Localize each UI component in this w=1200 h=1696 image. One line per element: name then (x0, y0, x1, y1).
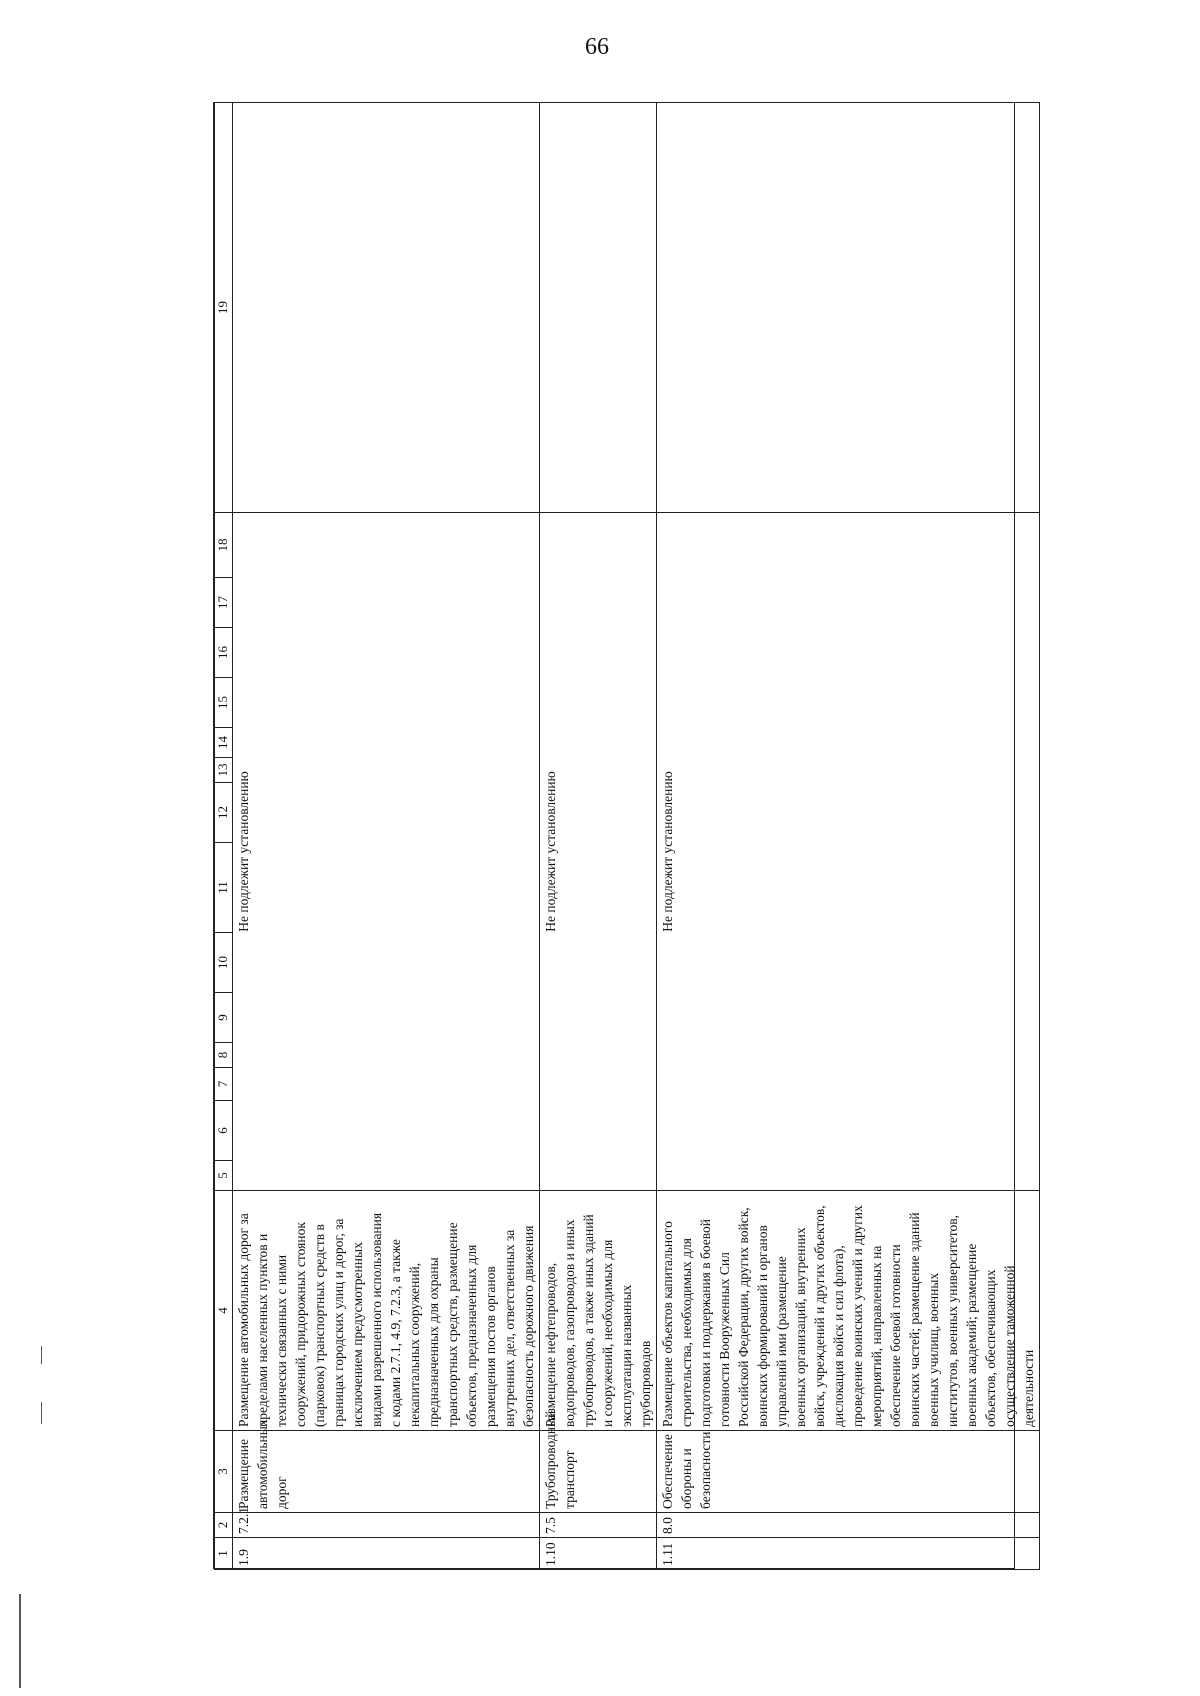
rotated-content (214, 103, 1036, 1570)
col-header-11: 11 (215, 843, 233, 933)
col-header-6: 6 (215, 1101, 233, 1161)
use-name: Трубопроводный транспорт (540, 1431, 657, 1513)
not-applicable-note: Не подлежит установлению (233, 513, 540, 1191)
rotated-table-frame (213, 102, 1036, 1569)
col-header-16: 16 (215, 628, 233, 678)
page-number: 66 (585, 34, 609, 60)
use-code: 7.2.1 (233, 1513, 540, 1538)
not-applicable-note: Не подлежит установлению (657, 513, 1040, 1191)
col-header-18: 18 (215, 513, 233, 578)
empty-cell-19 (233, 103, 540, 513)
col-header-10: 10 (215, 933, 233, 993)
col-header-8: 8 (215, 1043, 233, 1068)
col-header-14: 14 (215, 728, 233, 758)
row-number: 1.10 (540, 1538, 657, 1570)
table-row (540, 103, 657, 1570)
scan-mark-top (41, 1346, 42, 1364)
col-header-17: 17 (215, 578, 233, 628)
col-header-5: 5 (215, 1161, 233, 1191)
row-number: 1.9 (233, 1538, 540, 1570)
column-number-row (215, 103, 233, 1570)
empty-cell-19 (540, 103, 657, 513)
table-row (233, 103, 540, 1570)
col-header-15: 15 (215, 678, 233, 728)
scan-mark-bottom (19, 1594, 21, 1688)
table-row (657, 103, 1040, 1570)
col-header-13: 13 (215, 758, 233, 783)
use-name: Обеспечение обороны и безопасности (657, 1431, 1040, 1513)
empty-cell-19 (657, 103, 1040, 513)
use-description: Размещение автомобильных дорог за пределами населенных пунктов и технически связанных с ними сооружений, придорожных стоянок (парковок) транспортных средств в границах городских улиц и дорог, за исключением предусмотренных видами разрешенного использования с кодами 2.7.1, 4.9, 7.2.3, а также некапитальных сооружений, предназначенных для охраны транспортных средств, размещение объектов, предназначенных для размещения постов органов внутренних дел, ответственных за безопасность дорожного движения (233, 1191, 540, 1431)
use-code: 7.5 (540, 1513, 657, 1538)
use-name: Размещение автомобильных дорог (233, 1431, 540, 1513)
col-header-3: 3 (215, 1431, 233, 1513)
use-description: Размещение нефтепроводов, водопроводов, газопроводов и иных трубопроводов, а также иных зданий и сооружений, необходимых для эксплуатации названных трубопроводов (540, 1191, 657, 1431)
col-header-2: 2 (215, 1513, 233, 1538)
col-header-7: 7 (215, 1068, 233, 1101)
col-header-19: 19 (215, 103, 233, 513)
use-code: 8.0 (657, 1513, 1040, 1538)
use-description: Размещение объектов капитального строительства, необходимых для подготовки и поддержания в боевой готовности Вооруженных Сил Российской Федерации, других войск, воинских формирований и органов управлений ими (размещение военных организаций, внутренних войск, учреждений и других объектов, дислокация войск и сил флота), проведение воинских учений и других мероприятий, направленных на обеспечение боевой готовности воинских частей; размещение зданий военных училищ, военных институтов, военных университетов, военных академий; размещение объектов, обеспечивающих осуществление таможенной деятельности (657, 1191, 1040, 1431)
scan-mark-middle (41, 1402, 42, 1424)
col-header-12: 12 (215, 783, 233, 843)
land-use-table (214, 102, 1040, 1570)
col-header-1: 1 (215, 1538, 233, 1570)
col-header-9: 9 (215, 993, 233, 1043)
col-header-4: 4 (215, 1191, 233, 1431)
not-applicable-note: Не подлежит установлению (540, 513, 657, 1191)
row-number: 1.11 (657, 1538, 1040, 1570)
